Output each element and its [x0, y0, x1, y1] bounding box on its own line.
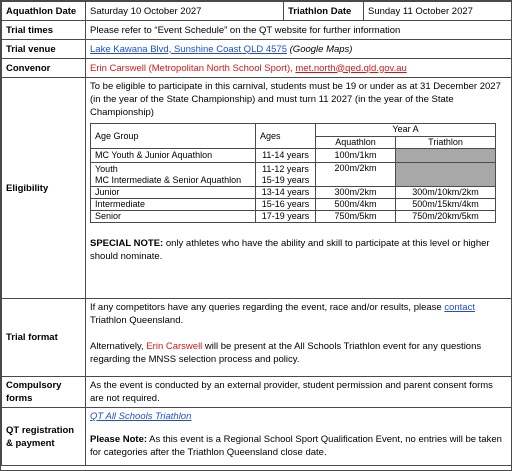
aquathlon-cell: 200m/2km: [316, 163, 396, 187]
triathlon-date-value: Sunday 11 October 2027: [364, 2, 512, 21]
trial-format-label: Trial format: [2, 299, 86, 377]
format-text: Alternatively,: [90, 341, 147, 352]
age-group-cell: Junior: [91, 187, 256, 199]
triathlon-date-label: Triathlon Date: [284, 2, 364, 21]
registration-note-text: As this event is a Regional School Sport Qualification Event, no entries will be taken for categories after the Triathlon Queensland close date.: [90, 434, 502, 458]
age-group-cell: MC Youth & Junior Aquathlon: [91, 149, 256, 163]
convenor-name: Erin Carswell (Metropolitan North School Sport),: [90, 62, 293, 74]
eligibility-cell: [86, 78, 512, 299]
table-row: [91, 199, 496, 211]
header-year: Year A: [316, 124, 496, 137]
format-text: If any competitors have any queries regarding the event, race and/or results, please: [90, 302, 445, 313]
header-age-group: Age Group: [91, 124, 256, 149]
venue-suffix: (Google Maps): [289, 43, 353, 55]
trial-format-row: [2, 299, 512, 377]
eligibility-intro: To be eligible to participate in this carnival, students must be 19 or under as at 31 December 2027 (in the year of the State Championship) and must turn 11 2027 (in the year of the State Championship): [90, 81, 501, 118]
trial-format-para-2: [90, 340, 507, 366]
aquathlon-cell: 500m/4km: [316, 199, 396, 211]
triathlon-cell: 750m/20km/5km: [396, 211, 496, 223]
registration-row: [2, 408, 512, 466]
compulsory-forms-label: Compulsory forms: [2, 377, 86, 408]
ages-cell: [256, 163, 316, 187]
trial-format-para-1: [90, 301, 507, 327]
trial-venue-cell: [86, 40, 512, 59]
table-row: [91, 163, 496, 187]
header-aquathlon: Aquathlon: [316, 136, 396, 149]
venue-link[interactable]: Lake Kawana Blvd, Sunshine Coast QLD 4575: [90, 43, 287, 55]
trial-times-row: [2, 21, 512, 40]
table-row: [91, 187, 496, 199]
ages-cell: 11-14 years: [256, 149, 316, 163]
triathlon-cell: 300m/10km/2km: [396, 187, 496, 199]
ages-cell: 15-16 years: [256, 199, 316, 211]
triathlon-cell: 500m/15km/4km: [396, 199, 496, 211]
format-text: will be present at the All Schools Triathlon event for any questions regarding the MNSS selection process and policy.: [90, 341, 482, 365]
aquathlon-date-label: Aquathlon Date: [2, 2, 86, 21]
age-group-line: MC Intermediate & Senior Aquathlon: [95, 174, 242, 185]
header-ages: Ages: [256, 124, 316, 149]
compulsory-forms-text: As the event is conducted by an external provider, student permission and parent consent forms are not required.: [86, 377, 512, 408]
registration-cell: [86, 408, 512, 466]
aquathlon-cell: 750m/5km: [316, 211, 396, 223]
convenor-row: [2, 59, 512, 78]
aquathlon-cell: 100m/1km: [316, 149, 396, 163]
registration-note-label: Please Note:: [90, 434, 148, 445]
age-group-table: [90, 123, 496, 223]
registration-link-line: [90, 410, 507, 423]
contact-link[interactable]: contact: [444, 302, 475, 313]
trial-venue-label: Trial venue: [2, 40, 86, 59]
age-table-header: [91, 124, 496, 137]
table-row: [91, 149, 496, 163]
age-group-cell: [91, 163, 256, 187]
age-group-line: Youth: [95, 163, 118, 174]
eligibility-row: [2, 78, 512, 299]
aquathlon-date-value: Saturday 10 October 2027: [86, 2, 284, 21]
trial-times-label: Trial times: [2, 21, 86, 40]
special-note-label: SPECIAL NOTE:: [90, 238, 164, 249]
convenor-cell: [86, 59, 512, 78]
registration-note: [90, 433, 507, 459]
ages-line: 11-12 years: [262, 163, 309, 174]
age-group-cell: Senior: [91, 211, 256, 223]
triathlon-cell-greyed: [396, 163, 496, 187]
special-note: [90, 237, 507, 263]
triathlon-cell-greyed: [396, 149, 496, 163]
ages-cell: 17-19 years: [256, 211, 316, 223]
info-table: [1, 1, 512, 466]
convenor-email-link[interactable]: met.north@qed.qld.gov.au: [295, 62, 407, 74]
convenor-label: Convenor: [2, 59, 86, 78]
special-note-text: only athletes who have the ability and skill to participate at this level or higher should nominate.: [90, 238, 490, 262]
dates-row: [2, 2, 512, 21]
age-group-cell: Intermediate: [91, 199, 256, 211]
trial-format-cell: [86, 299, 512, 377]
aquathlon-cell: 300m/2km: [316, 187, 396, 199]
header-triathlon: Triathlon: [396, 136, 496, 149]
convenor-name-mention: Erin Carswell: [146, 341, 203, 352]
eligibility-label: Eligibility: [2, 78, 86, 299]
trial-times-text: Please refer to “Event Schedule” on the QT website for further information: [86, 21, 512, 40]
qt-registration-link[interactable]: QT All Schools Triathlon: [90, 411, 192, 422]
ages-line: 15-19 years: [261, 174, 310, 185]
table-row: [91, 211, 496, 223]
trial-venue-row: [2, 40, 512, 59]
compulsory-forms-row: [2, 377, 512, 408]
registration-label: QT registration & payment: [2, 408, 86, 466]
ages-cell: 13-14 years: [256, 187, 316, 199]
format-text: Triathlon Queensland.: [90, 315, 184, 326]
